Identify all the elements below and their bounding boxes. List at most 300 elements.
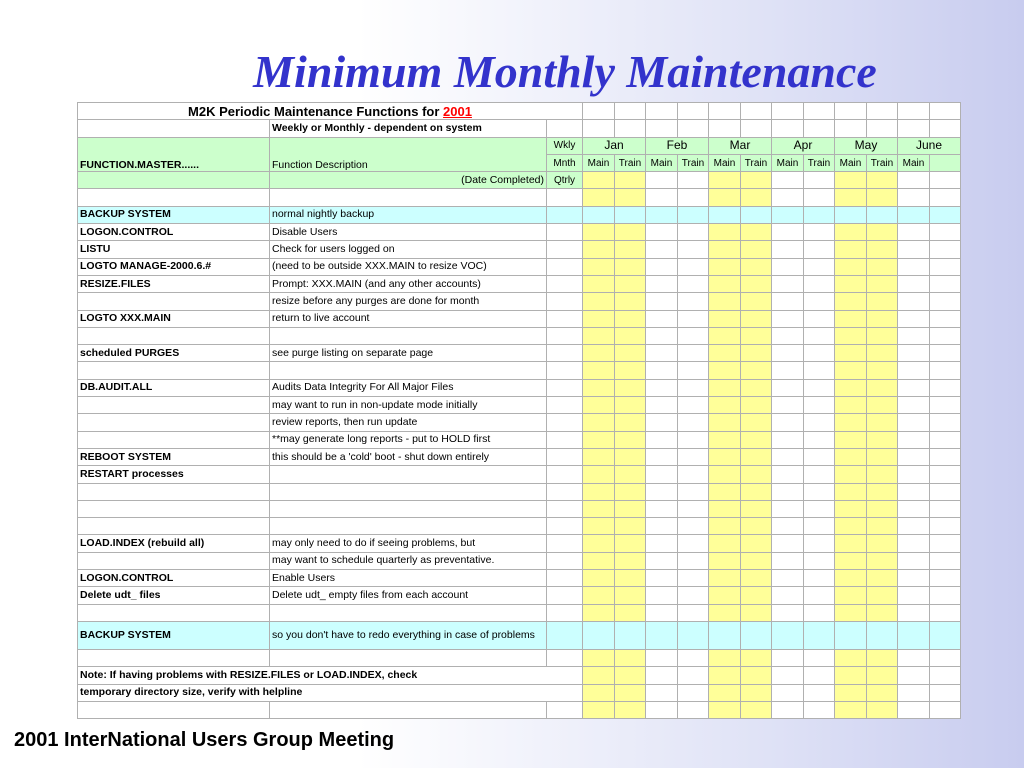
date-cell: [741, 345, 772, 362]
date-cell: [804, 621, 835, 649]
date-cell: [646, 275, 678, 292]
function-description: this should be a 'cold' boot - shut down entirely: [270, 448, 547, 465]
function-name: LOGON.CONTROL: [78, 224, 270, 241]
function-name: [78, 362, 270, 379]
date-cell: [646, 258, 678, 275]
date-cell: [646, 483, 678, 500]
date-cell: [804, 327, 835, 344]
date-cell: [930, 241, 961, 258]
function-name: [78, 500, 270, 517]
date-cell: [867, 397, 898, 414]
date-cell: [741, 414, 772, 431]
date-cell: [709, 241, 741, 258]
date-cell: [709, 667, 741, 684]
date-cell: [741, 518, 772, 535]
date-cell: [709, 621, 741, 649]
date-cell: [898, 649, 930, 666]
date-cell: [867, 552, 898, 569]
date-cell: [772, 587, 804, 604]
freq-cell: [547, 466, 583, 483]
date-cell: [835, 552, 867, 569]
date-cell: [741, 500, 772, 517]
date-cell: [898, 604, 930, 621]
date-cell: [709, 684, 741, 701]
month-june: June: [898, 137, 961, 154]
function-description: [270, 604, 547, 621]
function-description: [270, 500, 547, 517]
date-cell: [678, 414, 709, 431]
date-cell: [709, 293, 741, 310]
date-cell: [867, 293, 898, 310]
date-cell: [646, 224, 678, 241]
date-cell: [835, 414, 867, 431]
date-cell: [930, 345, 961, 362]
date-cell: [772, 466, 804, 483]
function-description: resize before any purges are done for month: [270, 293, 547, 310]
date-cell: [898, 310, 930, 327]
date-cell: [709, 466, 741, 483]
function-description: Prompt: XXX.MAIN (and any other accounts): [270, 275, 547, 292]
table-row: [78, 258, 961, 275]
date-cell: [930, 570, 961, 587]
date-cell: [772, 397, 804, 414]
freq-cell: [547, 500, 583, 517]
freq-cell: [547, 293, 583, 310]
date-cell: [930, 275, 961, 292]
date-cell: [583, 587, 615, 604]
freq-cell: [547, 552, 583, 569]
date-cell: [772, 362, 804, 379]
date-cell: [583, 500, 615, 517]
function-description: (need to be outside XXX.MAIN to resize VOC): [270, 258, 547, 275]
date-cell: [615, 345, 646, 362]
table-row: [78, 206, 961, 223]
month-mar: Mar: [709, 137, 772, 154]
date-cell: [583, 552, 615, 569]
date-cell: [646, 535, 678, 552]
function-description-header: Function Description: [270, 137, 547, 172]
date-cell: [678, 258, 709, 275]
date-cell: [741, 241, 772, 258]
date-cell: [898, 587, 930, 604]
date-cell: [930, 518, 961, 535]
date-cell: [804, 570, 835, 587]
date-cell: [741, 431, 772, 448]
date-cell: [867, 345, 898, 362]
function-description: Audits Data Integrity For All Major Files: [270, 379, 547, 396]
date-cell: [646, 293, 678, 310]
function-description: return to live account: [270, 310, 547, 327]
date-cell: [867, 275, 898, 292]
function-description: may only need to do if seeing problems, but: [270, 535, 547, 552]
date-cell: [615, 649, 646, 666]
function-description: [270, 466, 547, 483]
date-cell: [867, 206, 898, 223]
date-cell: [772, 621, 804, 649]
date-cell: [646, 206, 678, 223]
date-cell: [615, 621, 646, 649]
function-name: [78, 293, 270, 310]
month-feb: Feb: [646, 137, 709, 154]
date-cell: [741, 667, 772, 684]
date-cell: [804, 649, 835, 666]
date-cell: [804, 189, 835, 206]
date-cell: [898, 293, 930, 310]
date-cell: [898, 667, 930, 684]
date-cell: [583, 362, 615, 379]
date-cell: [867, 224, 898, 241]
date-cell: [772, 570, 804, 587]
date-cell: [709, 701, 741, 718]
date-cell: [646, 649, 678, 666]
date-cell: [772, 414, 804, 431]
main-column-label: Main: [583, 154, 615, 171]
date-cell: [898, 327, 930, 344]
date-cell: [646, 667, 678, 684]
date-cell: [678, 667, 709, 684]
date-cell: [583, 206, 615, 223]
date-cell: [741, 621, 772, 649]
table-row: [78, 552, 961, 569]
date-cell: [678, 701, 709, 718]
date-cell: [772, 448, 804, 465]
date-cell: [835, 431, 867, 448]
date-cell: [583, 431, 615, 448]
table-row: [78, 241, 961, 258]
date-cell: [678, 275, 709, 292]
date-cell: [772, 684, 804, 701]
date-cell: [646, 701, 678, 718]
note-row: [78, 684, 961, 701]
date-cell: [615, 535, 646, 552]
date-cell: [678, 345, 709, 362]
date-cell: [709, 604, 741, 621]
date-cell: [835, 667, 867, 684]
date-cell: [678, 570, 709, 587]
date-cell: [772, 552, 804, 569]
date-cell: [930, 500, 961, 517]
function-name: LOGTO XXX.MAIN: [78, 310, 270, 327]
date-cell: [615, 667, 646, 684]
function-description: [270, 189, 547, 206]
date-cell: [583, 379, 615, 396]
function-name: LOGTO MANAGE-2000.6.#: [78, 258, 270, 275]
freq-cell: [547, 483, 583, 500]
main-column-label: Main: [709, 154, 741, 171]
date-cell: [835, 518, 867, 535]
freq-cell: [547, 448, 583, 465]
date-cell: [867, 431, 898, 448]
freq-weekly: Wkly: [547, 137, 583, 154]
date-cell: [867, 701, 898, 718]
date-cell: [772, 189, 804, 206]
date-cell: [835, 362, 867, 379]
date-cell: [615, 552, 646, 569]
date-cell: [646, 397, 678, 414]
date-cell: [930, 649, 961, 666]
date-cell: [583, 621, 615, 649]
date-cell: [930, 604, 961, 621]
date-cell: [615, 310, 646, 327]
date-cell: [804, 448, 835, 465]
date-cell: [615, 604, 646, 621]
table-row: [78, 431, 961, 448]
date-cell: [930, 483, 961, 500]
date-cell: [930, 414, 961, 431]
train-column-label: Train: [615, 154, 646, 171]
function-name: [78, 414, 270, 431]
function-description: [270, 483, 547, 500]
date-cell: [804, 701, 835, 718]
table-title: [78, 103, 583, 120]
table-row: [78, 345, 961, 362]
date-cell: [646, 241, 678, 258]
date-cell: [804, 206, 835, 223]
date-cell: [646, 621, 678, 649]
date-cell: [678, 552, 709, 569]
date-cell: [709, 224, 741, 241]
date-cell: [583, 448, 615, 465]
empty-cell: [930, 154, 961, 171]
month-may: May: [835, 137, 898, 154]
date-cell: [741, 206, 772, 223]
date-cell: [583, 345, 615, 362]
function-name: [78, 397, 270, 414]
date-cell: [741, 701, 772, 718]
date-cell: [867, 448, 898, 465]
date-cell: [741, 684, 772, 701]
date-cell: [772, 649, 804, 666]
date-cell: [804, 518, 835, 535]
date-cell: [867, 604, 898, 621]
date-cell: [615, 701, 646, 718]
date-cell: [930, 397, 961, 414]
month-jan: Jan: [583, 137, 646, 154]
function-name: [78, 431, 270, 448]
table-row: [78, 518, 961, 535]
date-cell: [678, 483, 709, 500]
date-cell: [835, 206, 867, 223]
date-cell: [772, 518, 804, 535]
date-cell: [583, 275, 615, 292]
date-cell: [772, 241, 804, 258]
function-description: [270, 327, 547, 344]
date-cell: [615, 587, 646, 604]
main-column-label: Main: [835, 154, 867, 171]
date-cell: [867, 587, 898, 604]
date-completed-label: (Date Completed): [270, 172, 547, 189]
footer: 2001 InterNational Users Group Meeting: [14, 729, 395, 751]
date-cell: [867, 379, 898, 396]
date-cell: [709, 552, 741, 569]
table-row: [78, 604, 961, 621]
date-cell: [898, 275, 930, 292]
table-row: [78, 379, 961, 396]
date-cell: [615, 500, 646, 517]
date-cell: [804, 275, 835, 292]
date-cell: [835, 500, 867, 517]
function-description: may want to schedule quarterly as preventative.: [270, 552, 547, 569]
table-row: [78, 649, 961, 666]
date-cell: [835, 483, 867, 500]
freq-cell: [547, 518, 583, 535]
date-cell: [709, 362, 741, 379]
date-cell: [898, 224, 930, 241]
date-cell: [678, 362, 709, 379]
function-name: BACKUP SYSTEM: [78, 206, 270, 223]
date-cell: [583, 570, 615, 587]
date-cell: [615, 241, 646, 258]
function-name: [78, 552, 270, 569]
date-cell: [835, 379, 867, 396]
date-cell: [835, 570, 867, 587]
date-cell: [867, 518, 898, 535]
date-cell: [709, 448, 741, 465]
table-row: [78, 275, 961, 292]
function-description: **may generate long reports - put to HOLD first: [270, 431, 547, 448]
date-cell: [772, 431, 804, 448]
date-cell: [615, 684, 646, 701]
date-cell: [867, 483, 898, 500]
date-cell: [678, 293, 709, 310]
function-description: [270, 518, 547, 535]
date-cell: [615, 275, 646, 292]
date-cell: [772, 345, 804, 362]
date-cell: [709, 431, 741, 448]
date-cell: [804, 362, 835, 379]
date-cell: [583, 189, 615, 206]
date-cell: [930, 684, 961, 701]
freq-cell: [547, 224, 583, 241]
date-cell: [709, 570, 741, 587]
date-cell: [709, 397, 741, 414]
date-cell: [678, 500, 709, 517]
date-cell: [741, 189, 772, 206]
date-cell: [804, 258, 835, 275]
function-name: DB.AUDIT.ALL: [78, 379, 270, 396]
date-cell: [583, 310, 615, 327]
date-cell: [583, 535, 615, 552]
date-cell: [898, 500, 930, 517]
function-description: Check for users logged on: [270, 241, 547, 258]
function-description: [270, 649, 547, 666]
date-cell: [646, 310, 678, 327]
date-cell: [867, 684, 898, 701]
date-cell: [709, 310, 741, 327]
date-cell: [741, 466, 772, 483]
date-cell: [835, 397, 867, 414]
date-cell: [646, 448, 678, 465]
date-cell: [898, 414, 930, 431]
date-cell: [583, 604, 615, 621]
freq-cell: [547, 258, 583, 275]
date-cell: [741, 293, 772, 310]
date-cell: [583, 224, 615, 241]
date-cell: [583, 518, 615, 535]
date-cell: [678, 224, 709, 241]
date-cell: [709, 414, 741, 431]
date-cell: [583, 483, 615, 500]
date-cell: [678, 448, 709, 465]
freq-cell: [547, 241, 583, 258]
date-cell: [898, 397, 930, 414]
function-description: review reports, then run update: [270, 414, 547, 431]
freq-cell: [547, 431, 583, 448]
date-cell: [583, 649, 615, 666]
subheader-row: [78, 120, 961, 137]
table-row: [78, 500, 961, 517]
date-cell: [930, 587, 961, 604]
freq-cell: [547, 535, 583, 552]
date-cell: [583, 701, 615, 718]
date-cell: [930, 362, 961, 379]
maintenance-table: [77, 102, 961, 719]
function-name: RESIZE.FILES: [78, 275, 270, 292]
date-cell: [741, 275, 772, 292]
date-cell: [930, 621, 961, 649]
date-cell: [772, 379, 804, 396]
date-cell: [772, 701, 804, 718]
date-cell: [835, 310, 867, 327]
date-cell: [615, 189, 646, 206]
date-cell: [804, 684, 835, 701]
table-row: [78, 587, 961, 604]
date-cell: [678, 431, 709, 448]
table-row: [78, 293, 961, 310]
date-cell: [709, 345, 741, 362]
date-cell: [709, 483, 741, 500]
date-cell: [898, 431, 930, 448]
function-name: [78, 518, 270, 535]
date-cell: [867, 258, 898, 275]
freq-cell: [547, 587, 583, 604]
function-description: Disable Users: [270, 224, 547, 241]
freq-cell: [547, 649, 583, 666]
date-cell: [709, 379, 741, 396]
date-cell: [615, 224, 646, 241]
date-cell: [835, 649, 867, 666]
table-row: [78, 224, 961, 241]
date-cell: [898, 206, 930, 223]
date-cell: [741, 483, 772, 500]
table-row: [78, 535, 961, 552]
date-cell: [678, 649, 709, 666]
date-cell: [835, 466, 867, 483]
date-cell: [741, 310, 772, 327]
date-cell: [930, 327, 961, 344]
date-cell: [867, 500, 898, 517]
table-row: [78, 397, 961, 414]
date-cell: [898, 552, 930, 569]
function-name: LISTU: [78, 241, 270, 258]
freq-quarterly: Qtrly: [547, 172, 583, 189]
date-cell: [867, 667, 898, 684]
date-cell: [78, 701, 270, 718]
date-cell: [772, 483, 804, 500]
table-row: [78, 189, 961, 206]
date-cell: [646, 570, 678, 587]
freq-cell: [547, 206, 583, 223]
date-cell: [583, 327, 615, 344]
date-cell: [678, 327, 709, 344]
table-title-year: 2001: [443, 103, 472, 119]
date-cell: [867, 241, 898, 258]
date-cell: [867, 570, 898, 587]
table-title-text: M2K Periodic Maintenance Functions for: [188, 103, 440, 119]
date-cell: [741, 535, 772, 552]
date-cell: [835, 241, 867, 258]
date-cell: [678, 189, 709, 206]
